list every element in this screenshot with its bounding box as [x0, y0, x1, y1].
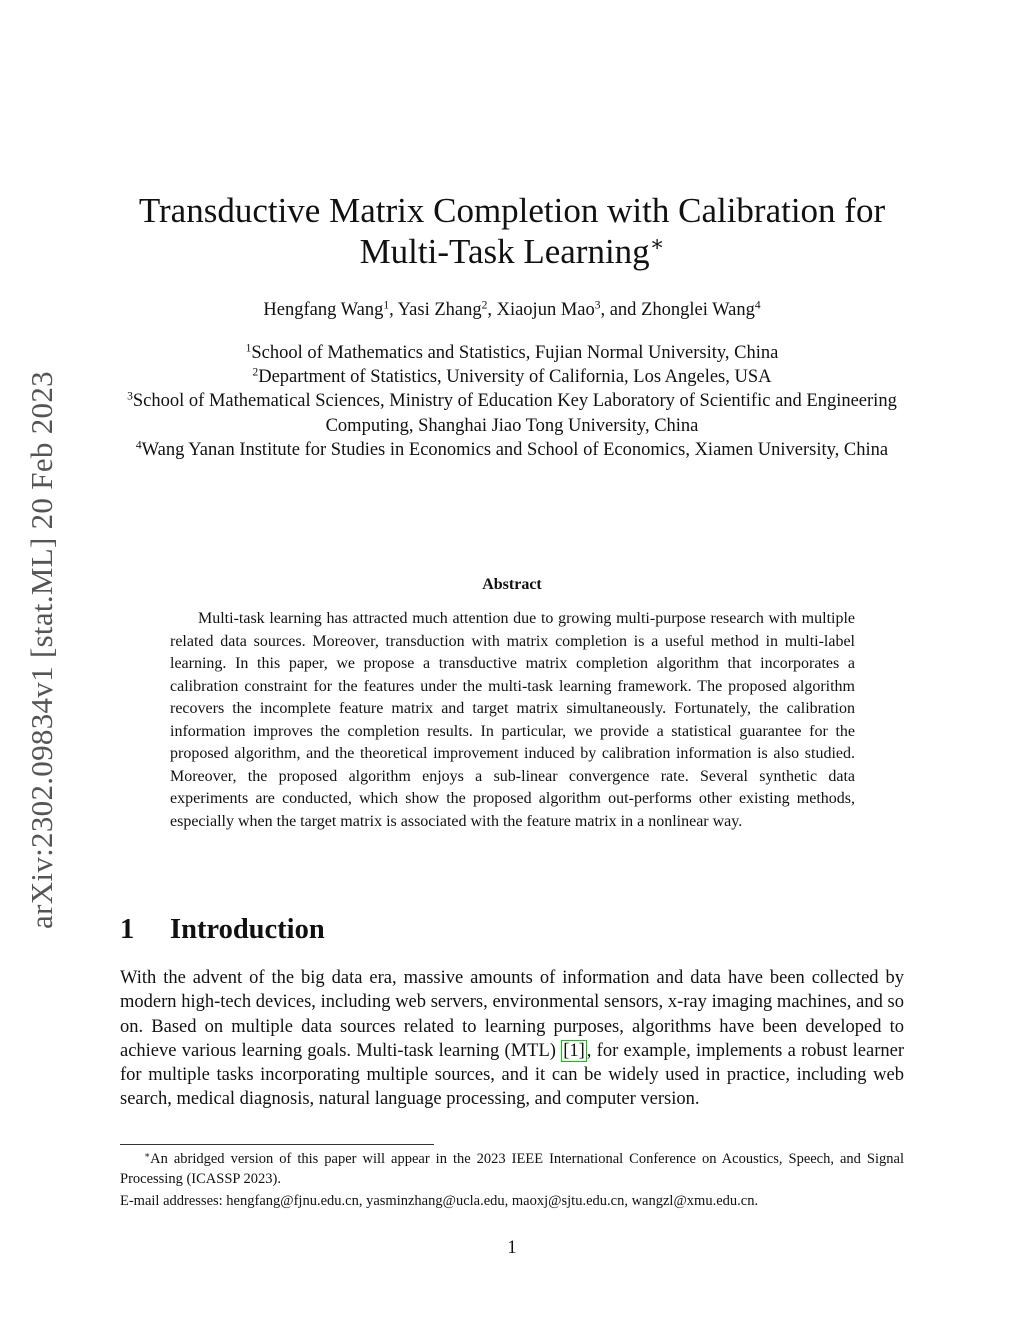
footnote-divider	[120, 1144, 434, 1145]
footnote-emails: E-mail addresses: hengfang@fjnu.edu.cn, yasminzhang@ucla.edu, maoxj@sjtu.edu.cn, wangzl@xmu.edu.cn.	[120, 1193, 759, 1209]
introduction-paragraph	[120, 966, 904, 1112]
author-affiliation-marker: 3	[594, 299, 601, 312]
author-affiliation-marker: 4	[754, 299, 761, 312]
affiliation-item	[100, 438, 924, 462]
affiliation-item	[100, 365, 924, 389]
abstract-body: Multi-task learning has attracted much attention due to growing multi-purpose research with multiple related data sources. Moreover, transduction with matrix completion is a useful method in multi-label learning. In this paper, we propose a transductive matrix completion algorithm that incorporates a calibration constraint for the features under the multi-task learning framework. The proposed algorithm recovers the incomplete feature matrix and target matrix simultaneously. Fortunately, the calibration information improves the completion results. In particular, we provide a statistical guarantee for the proposed algorithm, and the theoretical improvement induced by calibration information is also studied. Moreover, the proposed algorithm enjoys a sub-linear convergence rate. Several synthetic data experiments are conducted, which show the proposed algorithm out-performs other existing methods, especially when the target matrix is associated with the feature matrix in a nonlinear way.	[170, 610, 855, 830]
intro-text-part: With the advent of the big data era, massive amounts of information and data have been collected by modern high-tech devices, including web servers, environmental sensors, x-ray imaging machines, and so on. Based on multiple data sources related to learning purposes, algorithms have been developed to achieve various learning goals. Multi-task learning (MTL)	[120, 968, 904, 1061]
affiliation-text: Department of Statistics, University of California, Los Angeles, USA	[258, 367, 772, 388]
affiliation-list	[100, 341, 924, 462]
author-list	[100, 298, 924, 322]
affiliation-text: School of Mathematics and Statistics, Fujian Normal University, China	[251, 343, 779, 363]
affiliation-item	[100, 341, 924, 365]
footnote-text: An abridged version of this paper will appear in the 2023 IEEE International Conference on Acoustics, Speech, and Signal Processing (ICASSP 2023).	[120, 1151, 904, 1187]
title-line-1: Transductive Matrix Completion with Calibration for	[138, 191, 886, 230]
affiliation-item	[100, 389, 924, 437]
footnote-marker: ∗	[144, 1150, 151, 1161]
section-number: 1	[120, 914, 135, 945]
affiliation-marker: 1	[245, 342, 252, 355]
author-separator: ,	[389, 300, 398, 320]
title-line-2: Multi-Task Learning∗	[359, 232, 665, 271]
abstract-heading: Abstract	[482, 576, 542, 593]
affiliation-text: School of Mathematical Sciences, Ministry of Education Key Laboratory of Scientific and Engineering Computing, Shanghai Jiao Tong University, China	[132, 391, 897, 436]
affiliation-marker: 2	[252, 366, 259, 379]
author-name: Zhonglei Wang	[641, 300, 755, 320]
author-name: Hengfang Wang	[263, 300, 384, 320]
citation-link[interactable]: [1]	[563, 1040, 585, 1061]
section-title: Introduction	[170, 914, 325, 945]
affiliation-marker: 4	[135, 439, 142, 452]
affiliation-text: Wang Yanan Institute for Studies in Economics and School of Economics, Xiamen University, China	[141, 439, 889, 460]
author-affiliation-marker: 2	[481, 299, 488, 312]
author-name: Yasi Zhang	[397, 300, 482, 320]
author-affiliation-marker: 1	[383, 299, 390, 312]
author-separator: , and	[600, 300, 642, 320]
paper-title	[100, 190, 924, 272]
title-footnote-marker: ∗	[649, 232, 665, 257]
arxiv-identifier-stamp: arXiv:2302.09834v1 [stat.ML] 20 Feb 2023	[24, 371, 59, 929]
footnotes	[120, 1150, 904, 1212]
affiliation-marker: 3	[127, 391, 133, 404]
footnote-conference	[120, 1150, 904, 1189]
page-number: 1	[507, 1238, 517, 1258]
section-heading-introduction	[120, 912, 920, 948]
intro-text-part: , for example, implements a robust learner for multiple tasks incorporating multiple sources, and it can be widely used in practice, including web search, medical diagnosis, natural language processing, and computer version.	[120, 1040, 904, 1110]
author-name: Xiaojun Mao	[496, 300, 595, 320]
author-separator: ,	[487, 300, 497, 320]
